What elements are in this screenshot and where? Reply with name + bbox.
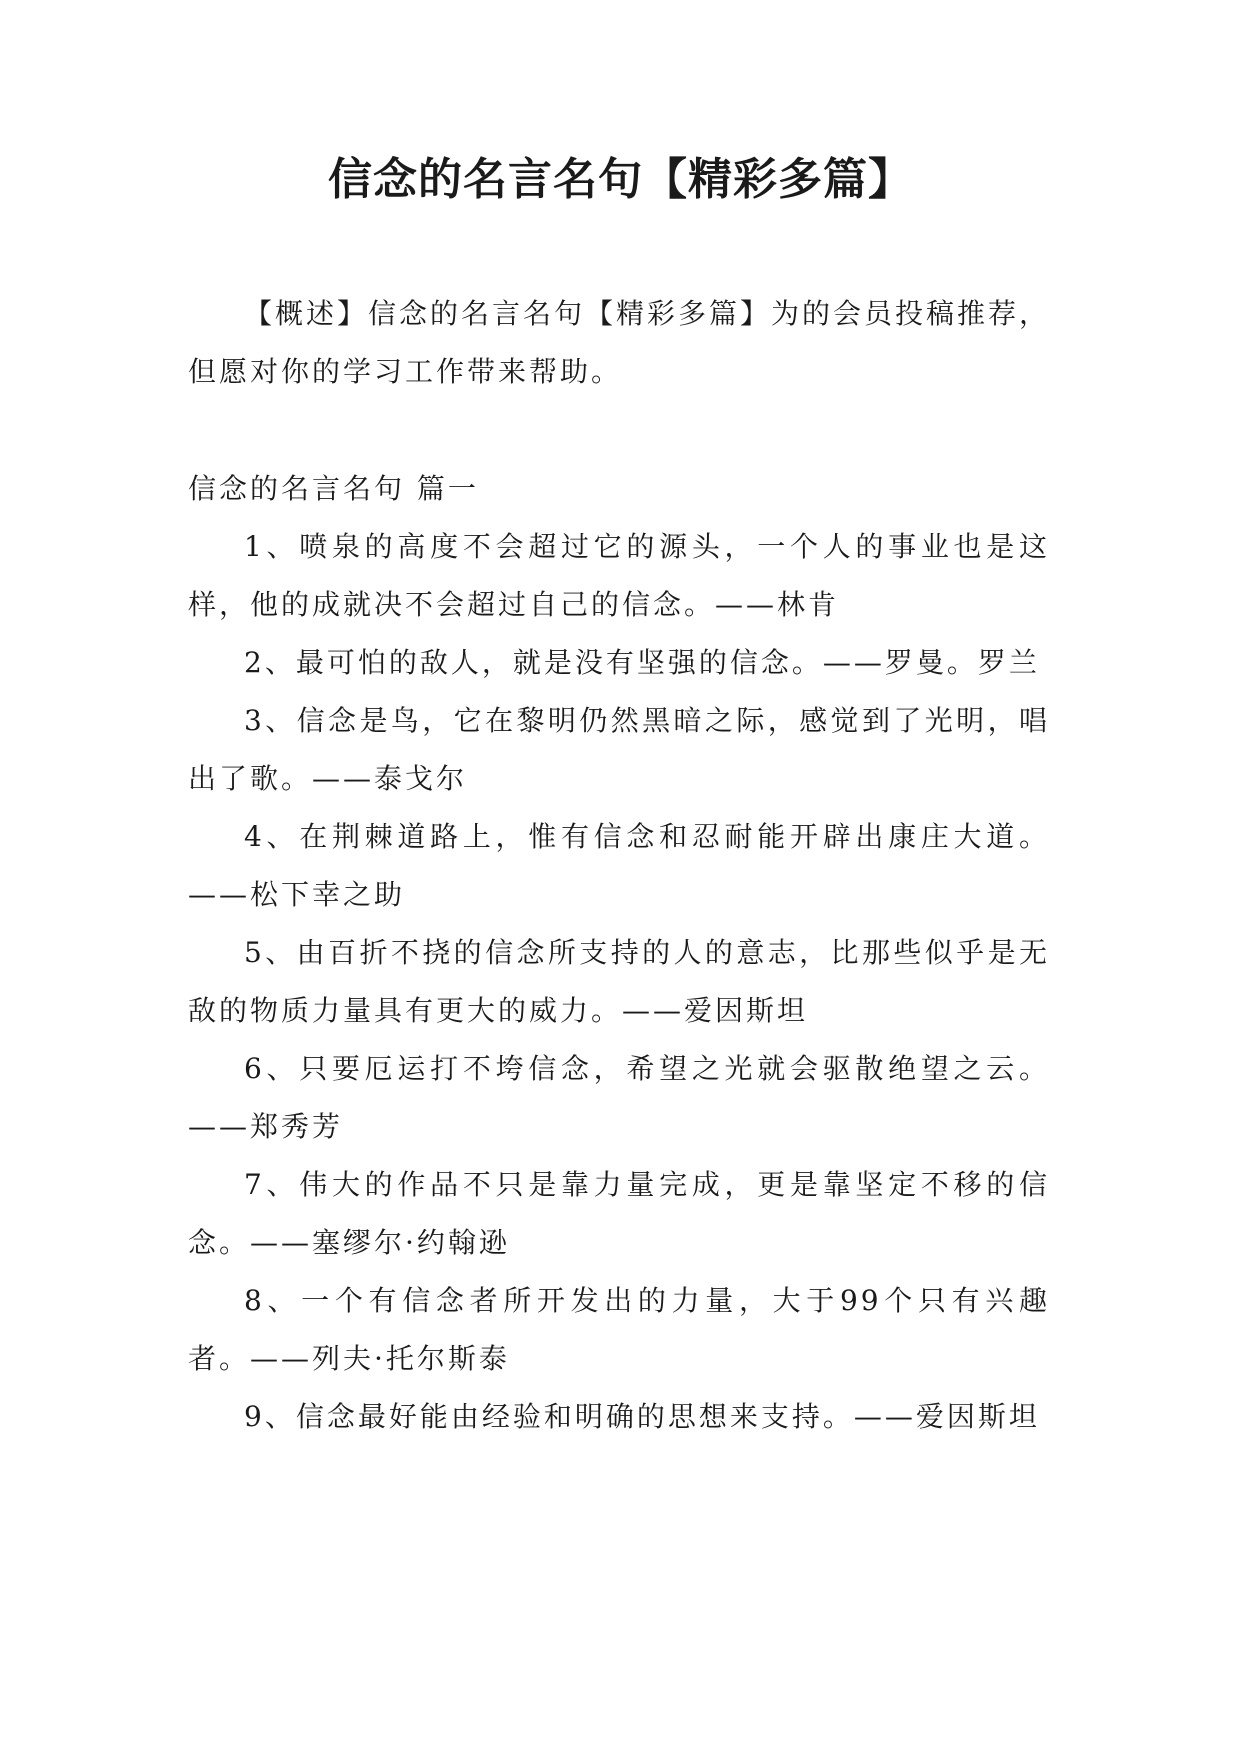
summary-paragraph: 【概述】信念的名言名句【精彩多篇】为的会员投稿推荐，但愿对你的学习工作带来帮助。	[188, 297, 1051, 388]
document-body	[188, 285, 1050, 1446]
quote-paragraph: 5、由百折不挠的信念所支持的人的意志，比那些似乎是无敌的物质力量具有更大的威力。——爱因斯坦	[188, 936, 1050, 1027]
quote-paragraph: 8、一个有信念者所开发出的力量，大于99个只有兴趣者。——列夫·托尔斯泰	[188, 1284, 1050, 1375]
section-heading: 信念的名言名句 篇一	[188, 472, 479, 505]
quote-paragraph: 7、伟大的作品不只是靠力量完成，更是靠坚定不移的信念。——塞缪尔·约翰逊	[188, 1168, 1050, 1259]
quote-paragraph: 9、信念最好能由经验和明确的思想来支持。——爱因斯坦	[244, 1400, 1040, 1433]
quote-paragraph: 6、只要厄运打不垮信念，希望之光就会驱散绝望之云。——郑秀芳	[188, 1052, 1050, 1143]
page-title: 信念的名言名句【精彩多篇】	[328, 154, 913, 205]
quote-paragraph: 1、喷泉的高度不会超过它的源头，一个人的事业也是这样，他的成就决不会超过自己的信念。——林肯	[188, 530, 1050, 621]
quote-paragraph: 2、最可怕的敌人，就是没有坚强的信念。——罗曼。罗兰	[244, 646, 1040, 679]
quote-paragraph: 3、信念是鸟，它在黎明仍然黑暗之际，感觉到了光明，唱出了歌。——泰戈尔	[188, 704, 1050, 795]
quote-paragraph: 4、在荆棘道路上，惟有信念和忍耐能开辟出康庄大道。——松下幸之助	[188, 820, 1050, 911]
